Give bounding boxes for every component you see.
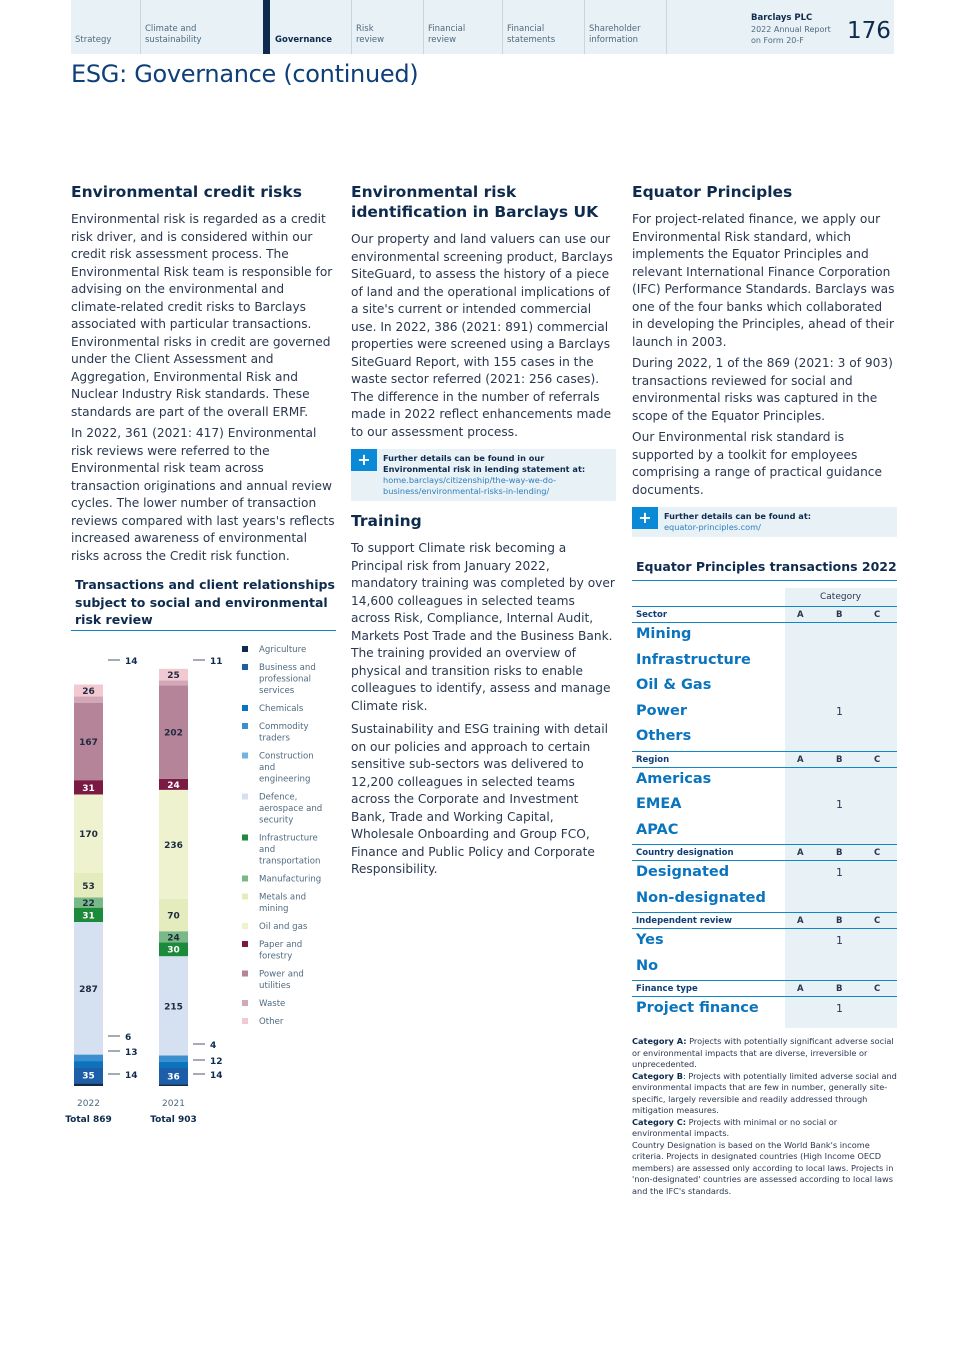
further-details-callout: + Further details can be found at: equator-principles.com/ [632,507,897,537]
legend-swatch [242,941,248,947]
legend-label: Commodity [259,722,309,732]
equator-table-title: Equator Principles transactions 2022 [636,559,897,574]
bar-segment [159,1056,188,1062]
total-label: Total 869 [65,1115,112,1125]
legend-swatch [242,646,248,652]
legend-swatch [242,723,248,729]
lending-statement-link[interactable]: home.barclays/citizenship/the-way-we-do-business/environmental-risks-in-lending/ [383,475,557,496]
table-row: Project finance 1 [636,1000,843,1016]
equator-principles-link[interactable]: equator-principles.com/ [664,522,761,532]
column-environmental-risk-identification [351,182,616,883]
side-value-label: 14 [125,657,138,667]
side-value-label: 4 [210,1041,217,1051]
legend-swatch [242,794,248,800]
section-heading: Environmental risk identification in Barclays UK [351,183,599,221]
legend-swatch [242,753,248,759]
legend-label: Paper and [259,940,303,950]
table-section-header: Independent review A B C [632,912,897,929]
bar-segment [74,1083,103,1086]
bar-segment [74,1055,103,1061]
legend-label: traders [259,733,290,744]
side-value-label: 14 [125,1071,138,1081]
section-heading: Training [351,512,422,530]
page-number: 176 [847,18,891,44]
nav-tab-strategy[interactable]: Strategy [75,35,112,45]
legend-label: mining [259,904,289,914]
bar-segment [74,1061,103,1067]
legend-label: Metals and [259,892,307,903]
bar-segment [159,1062,188,1068]
page-title: ESG: Governance (continued) [71,60,419,88]
legend-swatch [242,1018,248,1024]
paragraph: Our property and land valuers can use our environmental screening product, Barclays SiteGuard, to assess the history of a piece of land and the operational implications of a site's current or intended commercial use. In 2022, 386 (2021: 891) commercial properties were screened using a Barclays SiteGuard Report, with 155 cases in the waste sector referred (2021: 256 cases). The difference in the number of referrals made in 2022 reflect enhancements made to our assessment process. [351,232,613,439]
category-notes: Category A: Projects with potentially significant adverse social or environmental impacts that are diverse, irreversible or unprecedented. Category B: Projects with potentially limited adverse social and environmental impacts that are few in number, generally site-specific, largely reversible and readily addressed through mitigation measures. Category C: Projects with minimal or no social or environmental impacts. Country Designation is based on the World Bank's income criteria. Projects in designated countries (High Income OECD members) are assessed only according to local laws. Projects in 'non-designated' countries are assessed according to local laws and the IFC's standards. [632,1036,897,1196]
chart-title: Transactions and client relationships subject to social and environmental risk review [75,577,335,627]
bar-value-label: 215 [164,1002,183,1013]
stacked-bar-chart [65,640,337,1130]
nav-tab-governance[interactable]: Governance [263,0,351,54]
side-value-label: 13 [125,1048,138,1058]
nav-tab-financial-review[interactable]: Financial review [423,0,502,54]
legend-label: professional [259,674,312,685]
nav-tab-shareholder-information[interactable]: Shareholder information [584,0,666,54]
paragraph: Our Environmental risk standard is supported by a toolkit for employees comprising a range of practical guidance documents. [632,430,882,497]
plus-icon: + [632,507,658,529]
legend-label: security [259,815,294,826]
bar-segment [159,680,188,685]
table-section-header: Country designation A B C [632,844,897,861]
legend-label: Business and [259,663,316,673]
legend-label: services [259,686,295,696]
column-environmental-credit-risks [71,182,336,569]
legend-label: Manufacturing [259,874,322,885]
bar-value-label: 170 [79,830,98,841]
bar-value-label: 35 [82,1071,95,1082]
bar-value-label: 24 [167,780,180,791]
legend-label: forestry [259,951,293,962]
nav-tab-risk-review[interactable]: Risk review [351,0,423,54]
bar-value-label: 30 [167,945,180,956]
paragraph: During 2022, 1 of the 869 (2021: 3 of 903) transactions reviewed for social and environmental risks was captured in the scope of the Equator Principles. [632,356,893,423]
bar-value-label: 31 [82,783,95,794]
year-label: 2021 [162,1099,185,1109]
table-row: Infrastructure [636,651,751,668]
bar-value-label: 53 [82,881,95,892]
bar-value-label: 22 [82,899,95,910]
further-details-callout: + Further details can be found in our Environmental risk in lending statement at: home.barclays/citizenship/the-way-we-do-business/environmental-risks-in-lending/ [351,449,616,501]
legend-swatch [242,705,248,711]
legend-swatch [242,971,248,977]
report-brand: Barclays PLC 2022 Annual Report on Form 20-F [751,13,831,45]
table-row: Yes 1 [636,932,843,948]
bar-segment [159,1084,188,1086]
side-value-label: 12 [210,1057,223,1067]
bar-value-label: 31 [82,911,95,922]
table-row: Non-designated [636,889,766,906]
table-row: APAC [636,821,679,838]
table-row: Others [636,728,692,744]
top-navigation [71,0,894,54]
legend-swatch [242,664,248,670]
plus-icon: + [351,449,377,471]
legend-label: transportation [259,856,321,867]
side-value-label: 6 [125,1033,132,1043]
legend-label: Chemicals [259,704,304,714]
year-label: 2022 [77,1099,100,1109]
table-row: Designated 1 [636,864,843,880]
paragraph: To support Climate risk becoming a Principal risk from January 2022, mandatory training was completed by over 14,600 colleagues in selected teams across Risk, Compliance, Internal Audit, Markets Post Trade and the Business Bank. The training provided an overview of physical and transition risks to enable colleagues to identify, assess and manage Climate risk. [351,541,615,713]
legend-label: engineering [259,774,311,785]
table-section-header: Sector A B C [632,606,897,623]
bar-value-label: 236 [164,840,183,851]
legend-label: Infrastructure [259,833,318,844]
table-row: Americas [636,770,712,787]
bar-value-label: 70 [167,911,180,922]
category-label: Category [820,592,862,602]
paragraph: Sustainability and ESG training with detail on our policies and approach to certain sensitive sub-sectors was delivered to 12,200 colleagues in selected teams across the Corporate and Investment Bank, Trade and Working Capital, Wholesale Onboarding and Group FCO, Finance and Public Policy and Corporate Responsibility. [351,722,609,876]
bar-value-label: 25 [167,671,180,682]
side-value-label: 11 [210,657,223,667]
bar-value-label: 202 [164,728,183,739]
legend-label: Agriculture [259,645,307,655]
legend-label: aerospace and [259,804,323,814]
legend-label: and [259,845,276,855]
nav-tab-climate[interactable]: Climate and sustainability [140,0,263,54]
side-value-label: 14 [210,1071,223,1081]
column-equator-principles [632,182,897,547]
legend-label: Other [259,1017,284,1027]
table-row: Mining [636,626,692,642]
legend-label: and [259,763,276,773]
bar-segment [74,697,103,703]
section-heading: Equator Principles [632,183,793,201]
legend-label: utilities [259,981,291,991]
table-section-header: Region A B C [632,751,897,768]
table-row: EMEA 1 [636,796,843,812]
total-label: Total 903 [150,1115,197,1125]
bar-value-label: 287 [79,984,98,995]
bar-value-label: 167 [79,738,98,749]
legend-swatch [242,1000,248,1006]
bar-value-label: 24 [167,933,180,944]
nav-tab-financial-statements[interactable]: Financial statements [502,0,584,54]
paragraph: For project-related finance, we apply our Environmental Risk standard, which implements the Equator Principles and relevant International Finance Corporation (IFC) Performance Standards. Barclays was one of the four banks which collaborated in developing the Principles, ahead of their launch in 2003. [632,212,895,349]
legend-swatch [242,835,248,841]
legend-label: Defence, [259,792,298,803]
paragraph: Environmental risk is regarded as a credit risk driver, and is considered within our credit risk assessment process. The Environmental Risk team is responsible for advising on the environmental and climate-related credit risks to Barclays associated with particular transactions. Environmental risks in credit are governed under the Client Assessment and Aggregation, Environmental Risk and Nuclear Industry Risk standards. These standards are part of the overall ERMF. [71,212,333,419]
table-section-header: Finance type A B C [632,980,897,997]
legend-swatch [242,894,248,900]
section-heading: Environmental credit risks [71,183,302,201]
table-row: Power 1 [636,702,843,719]
legend-label: Waste [259,999,286,1009]
legend-label: Construction [259,751,314,762]
legend-swatch [242,923,248,929]
bar-value-label: 36 [167,1072,180,1083]
table-row: Oil & Gas [636,677,712,693]
legend-label: Power and [259,969,304,980]
legend-label: Oil and gas [259,922,308,932]
table-row: No [636,957,659,974]
legend-swatch [242,876,248,882]
paragraph: In 2022, 361 (2021: 417) Environmental risk reviews were referred to the Environmental risk team across transaction originations and annual review cycles. The lower number of transaction reviews compared with last years's reflects increased awareness of environmental risks across the Credit risk function. [71,426,335,563]
bar-value-label: 26 [82,687,95,698]
